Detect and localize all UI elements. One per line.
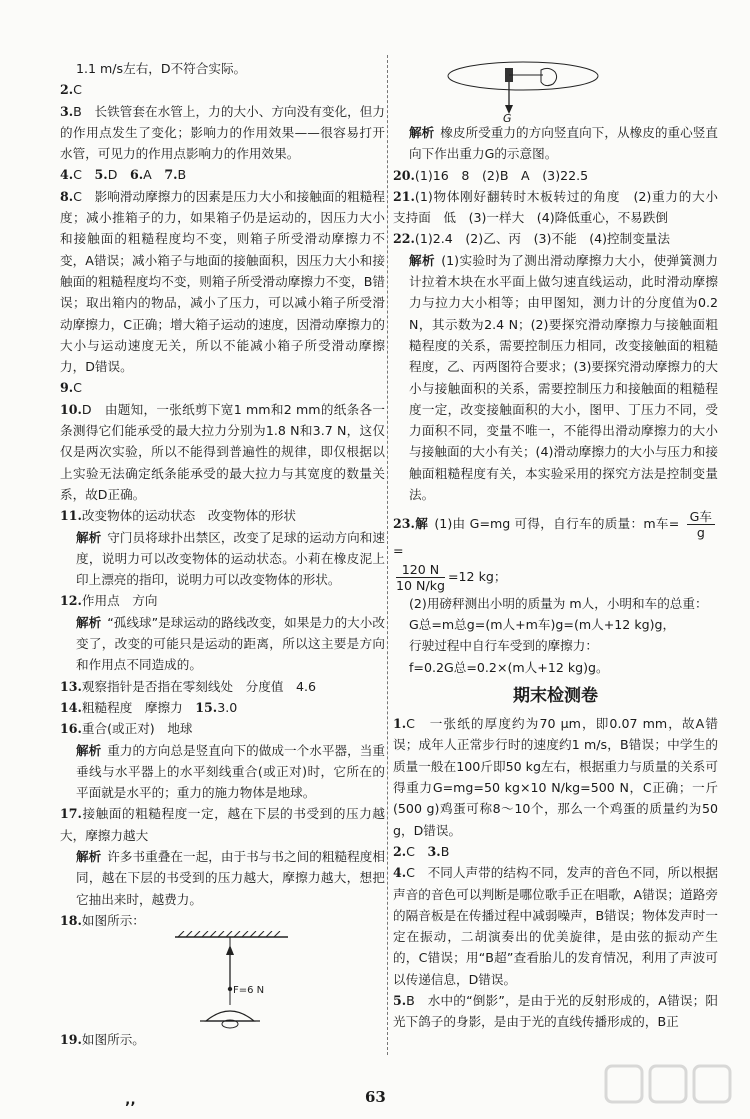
answer-22: 22.(1)2.4 (2)乙、丙 (3)不能 (4)控制变量法 [393,231,671,247]
answer-16-explanation: 解析 重力的方向总是竖直向下的做成一个水平器，当重垂线与水平器上的水平刻线重合(或正对)时，它所在的平面就是水平的；重力的施力物体是地球。 [76,742,386,801]
answer-13: 13.观察指针是否指在零刻线处 分度值 4.6 [60,678,317,694]
hand [541,68,557,85]
ceiling-hatch [178,931,280,937]
answer-23-line6: f=0.2G总=0.2×(m人+12 kg)g。 [409,659,609,675]
force-arrowhead [226,945,234,955]
lamp-diagram [60,931,385,1029]
column-divider [387,55,389,1055]
left-column [60,58,385,1050]
answer-16: 16.重合(或正对) 地球 [60,721,193,737]
answer-17-explanation: 解析 许多书重叠在一起，由于书与书之间的粗糙程度相同，越在下层的书受到的压力越大，摩擦力越大，想把它抽出来时，越费力。 [76,848,386,907]
answer-23-line5: 行驶过程中自行车受到的摩擦力： [409,638,598,654]
answer-20: 20.(1)16 8 (2)B A (3)22.5 [393,167,589,183]
answer-17: 17.接触面的粗糙程度一定，越在下层的书受到的压力越大，摩擦力越大 [60,806,385,843]
answer-12-explanation: 解析 “孤线球”是球运动的路线改变，如果是力的大小改变了，改变的可能只是运动的距离，所以这主要是方向和作用点不同造成的。 [76,614,385,673]
answer-23-line3: (2)用磅秤测出小明的质量为 m人，小明和车的总重： [409,595,708,611]
final-answer-1: 1.C 一张纸的厚度约为70 μm，即0.07 mm，故A错误；成年人正常步行时的速度约1 m/s，B错误；中学生的质量一般在100斤即50 kg左右，根据重力与质量的关系可得重力G=mg=50 kg×10 N/kg=500 N，C正确；一斤(500 g)鸡蛋可称8～10个，那么一个鸡蛋的质量约为50 g，D错误。 [393,716,718,838]
answer-19: 19.如图所示。 [60,1032,145,1048]
right-top-explanation: 解析 橡皮所受重力的方向竖直向下，从橡皮的重心竖直向下作出重力G的示意图。 [409,125,719,162]
final-answer-2-3: 2.C 3.B [393,843,450,859]
right-column [393,58,731,1033]
answer-11: 11.改变物体的运动状态 改变物体的形状 [60,508,297,524]
answer-21: 21.(1)物体刚好翻转时木板转过的角度 (2)重力的大小 支持面 低 (3)一样大 (4)降低重心，不易跌倒 [393,188,731,226]
answer-10: 10.D 由题知，一张纸剪下宽1 mm和2 mm的纸条各一条测得它们能承受的最大拉力分别为1.8 N和3.7 N，这仅仅是两次实验，所以不能得到普遍性的规律，即仅根据以上实验无法确定纸条能承受的最大拉力与其宽度的数量关系，故D正确。 [60,401,385,502]
final-answer-4: 4.C 不同人声带的结构不同，发声的音色不同，所以根据声音的音色可以判断是哪位歌手正在唱歌，A错误；道路旁的隔音板是在传播过程中减弱噪声，B错误；物体发声时一定在振动，二胡演奏出的优美旋律，是由弦的振动产生的，C错误；用“B超”查看胎儿的发育情况，利用了声波可以传递信息，D错误。 [393,865,719,987]
corner-mark: ’’ [125,1100,136,1116]
answer-4-7: 4.C 5.D 6.A 7.B [60,167,187,183]
section-title: 期末检测卷 [513,685,598,706]
answer-1-tail: 1.1 m/s左右，D不符合实际。 [76,61,247,76]
gravity-label: G [503,112,512,122]
fraction-g-over-g: $\frac{\text{G车}}{g}$ [687,509,715,540]
lamp-figure-svg [60,931,385,1029]
answer-23-line4: G总=m总g=(m人+m车)g=(m人+12 kg)g， [409,616,676,632]
answer-23: 23.解 (1)由 G=mg 可得，自行车的质量：m车= $\frac{\text{G车}}{g}$ = [393,509,718,561]
answer-11-explanation: 解析 守门员将球扑出禁区，改变了足球的运动方向和速度，说明力可以改变物体的运动状态。小莉在橡皮泥上印上漂亮的指印，说明力可以改变物体的形状。 [76,529,386,588]
answer-23-line2: $\frac{120 N}{10 N/kg}$ =12 kg； [396,561,507,593]
page-number: 63 [365,1088,386,1106]
answer-18: 18.如图所示： [60,912,145,928]
fraction-120-over-10: $\frac{120 N}{10 N/kg}$ [396,561,445,593]
force-label: F=6 N [233,985,265,997]
answer-22-explanation: 解析 (1)实验时为了测出滑动摩擦力大小，使弹簧测力计拉着木块在水平面上做匀速直线运动，此时滑动摩擦力与拉力大小相等；由甲图知，测力计的分度值为0.2 N，其示数为2.4 N；(2)要探究滑动摩擦力与接触面粗糙程度的关系，需要控制压力相同，改变接触面的粗糙程度，乙、丙两图符合要求；(3)要探究滑动摩擦力的大小与接触面积的关系，需要控制压力和接触面的粗糙程度一定，改变接触面积的大小，图甲、丁压力不同，受力面积不同，变量不唯一，不能得出滑动摩擦力的大小与接触面的大小有关；(4)滑动摩擦力的大小与压力和接触面粗糙程度有关，本实验采用的探究方法是控制变量法。 [409,252,718,503]
watermark-logo-icon [600,1060,740,1115]
eraser-swing-diagram [393,50,718,122]
orbit-ellipse [448,62,598,90]
answer-8: 8.C 影响滑动摩擦力的因素是压力大小和接触面的粗糙程度；减小推箱子的力，如果箱子仍是运动的，因压力大小和接触面的粗糙程度均不变，则箱子所受滑动摩擦力不变，A错误；减小箱子与地面的接触面积，因压力大小和接触面的粗糙程度均不变，则箱子所受滑动摩擦力不变，B错误；取出箱内的物品，减小了压力，可以减小箱子所受滑动摩擦力，C正确；增大箱子运动的速度，因滑动摩擦力的大小与运动速度无关，所以不能减小箱子所受滑动摩擦力，D错误。 [60,188,386,375]
eraser-figure-svg [393,50,718,122]
answer-12: 12.作用点 方向 [60,593,158,609]
answer-9: 9.C [60,380,82,396]
answer-2: 2.C [60,82,82,98]
final-answer-5: 5.B 水中的“倒影”，是由于光的反射形成的，A错误；阳光下鸽子的身影，是由于光的直线传播形成的，B正 [393,992,718,1030]
answer-14-15: 14.粗糙程度 摩擦力 15.3.0 [60,699,238,715]
answer-3: 3.B 长铁管套在水管上，力的大小、方向没有变化，但力的作用点发生了变化；影响力的作用效果——很容易打开水管，可见力的作用点影响力的作用效果。 [60,103,386,162]
